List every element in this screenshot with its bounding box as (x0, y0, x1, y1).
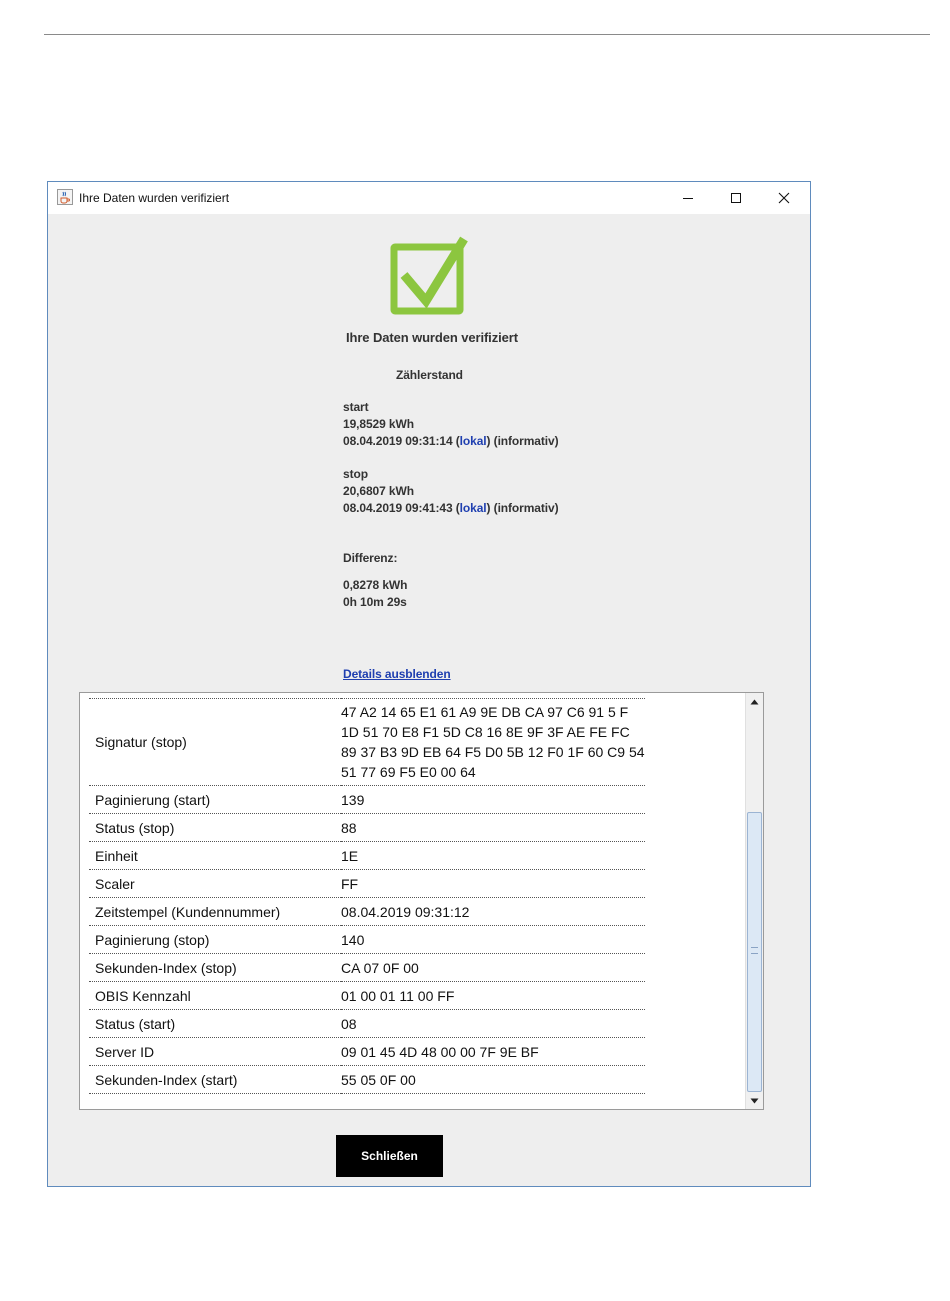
details-key: Signatur (stop) (89, 699, 341, 786)
details-key: Zeitstempel (Kundennummer) (89, 898, 341, 926)
stop-timestamp-line (343, 501, 558, 515)
details-value: FF (341, 870, 645, 898)
stop-value: 20,6807 kWh (343, 484, 414, 498)
scrollbar-thumb[interactable] (747, 812, 762, 1092)
details-value: 140 (341, 926, 645, 954)
details-key: Paginierung (stop) (89, 926, 341, 954)
details-row (89, 842, 645, 870)
difference-duration: 0h 10m 29s (343, 595, 407, 609)
minimize-button[interactable] (665, 182, 711, 214)
details-value: 08 (341, 1010, 645, 1038)
stop-timestamp: 08.04.2019 09:41:43 (343, 501, 453, 515)
details-key: Status (start) (89, 1010, 341, 1038)
details-scroll-pane[interactable] (79, 692, 764, 1110)
scroll-down-button[interactable] (746, 1092, 763, 1109)
details-value: 55 05 0F 00 (341, 1066, 645, 1094)
details-row (89, 699, 645, 786)
details-value: CA 07 0F 00 (341, 954, 645, 982)
details-row (89, 982, 645, 1010)
details-value: 47 A2 14 65 E1 61 A9 9E DB CA 97 C6 91 5 F 1D 51 70 E8 F1 5D C8 16 8E 9F 3F AE FE FC 89 37 B3 9D EB 64 F5 D0 5B 12 F0 1F 60 C9 54 51 77 69 F5 E0 00 64 (341, 699, 645, 786)
details-key: Scaler (89, 870, 341, 898)
scroll-up-icon (750, 699, 759, 705)
close-button[interactable]: Schließen (336, 1135, 443, 1177)
difference-energy: 0,8278 kWh (343, 578, 408, 592)
start-timestamp-line (343, 434, 558, 448)
close-window-button[interactable] (761, 182, 807, 214)
details-value: 88 (341, 814, 645, 842)
section-title: Zählerstand (396, 368, 463, 382)
minimize-icon (682, 192, 694, 204)
details-key: Sekunden-Index (stop) (89, 954, 341, 982)
details-value: 08.04.2019 09:31:12 (341, 898, 645, 926)
details-key: Server ID (89, 1038, 341, 1066)
maximize-button[interactable] (713, 182, 759, 214)
details-row (89, 1066, 645, 1094)
checkmark-icon (390, 235, 470, 317)
start-open-paren: ( (455, 434, 460, 448)
details-key: Einheit (89, 842, 341, 870)
stop-label: stop (343, 467, 368, 481)
details-row (89, 786, 645, 814)
window-title: Ihre Daten wurden verifiziert (79, 191, 230, 205)
verification-headline: Ihre Daten wurden verifiziert (346, 330, 518, 345)
scroll-up-button[interactable] (746, 693, 763, 710)
details-row (89, 870, 645, 898)
java-cup-icon (57, 189, 73, 205)
stop-open-paren: ( (455, 501, 460, 515)
details-value: 139 (341, 786, 645, 814)
scrollbar-grip (751, 947, 758, 954)
start-value: 19,8529 kWh (343, 417, 414, 431)
start-note: (informativ) (493, 434, 559, 448)
start-label: start (343, 400, 369, 414)
stop-lokal-link[interactable]: lokal (459, 501, 487, 515)
verification-window (47, 181, 811, 1187)
details-key: Status (stop) (89, 814, 341, 842)
vertical-scrollbar[interactable] (745, 693, 763, 1109)
stop-close-paren: ) (486, 501, 491, 515)
details-table (89, 698, 645, 1094)
close-icon (778, 192, 790, 204)
details-row (89, 926, 645, 954)
scroll-down-icon (750, 1098, 759, 1104)
details-value: 1E (341, 842, 645, 870)
start-timestamp: 08.04.2019 09:31:14 (343, 434, 453, 448)
details-toggle-link[interactable]: Details ausblenden (343, 667, 451, 681)
details-key: Sekunden-Index (start) (89, 1066, 341, 1094)
stop-note: (informativ) (493, 501, 559, 515)
maximize-icon (730, 192, 742, 204)
start-lokal-link[interactable]: lokal (459, 434, 487, 448)
details-row (89, 1010, 645, 1038)
details-value: 01 00 01 11 00 FF (341, 982, 645, 1010)
page-top-rule (44, 34, 930, 35)
details-key: Paginierung (start) (89, 786, 341, 814)
details-row (89, 814, 645, 842)
title-bar[interactable] (48, 182, 810, 214)
details-row (89, 898, 645, 926)
details-row (89, 1038, 645, 1066)
difference-label: Differenz: (343, 551, 398, 565)
details-value: 09 01 45 4D 48 00 00 7F 9E BF (341, 1038, 645, 1066)
details-key: OBIS Kennzahl (89, 982, 341, 1010)
start-close-paren: ) (486, 434, 491, 448)
details-row (89, 954, 645, 982)
